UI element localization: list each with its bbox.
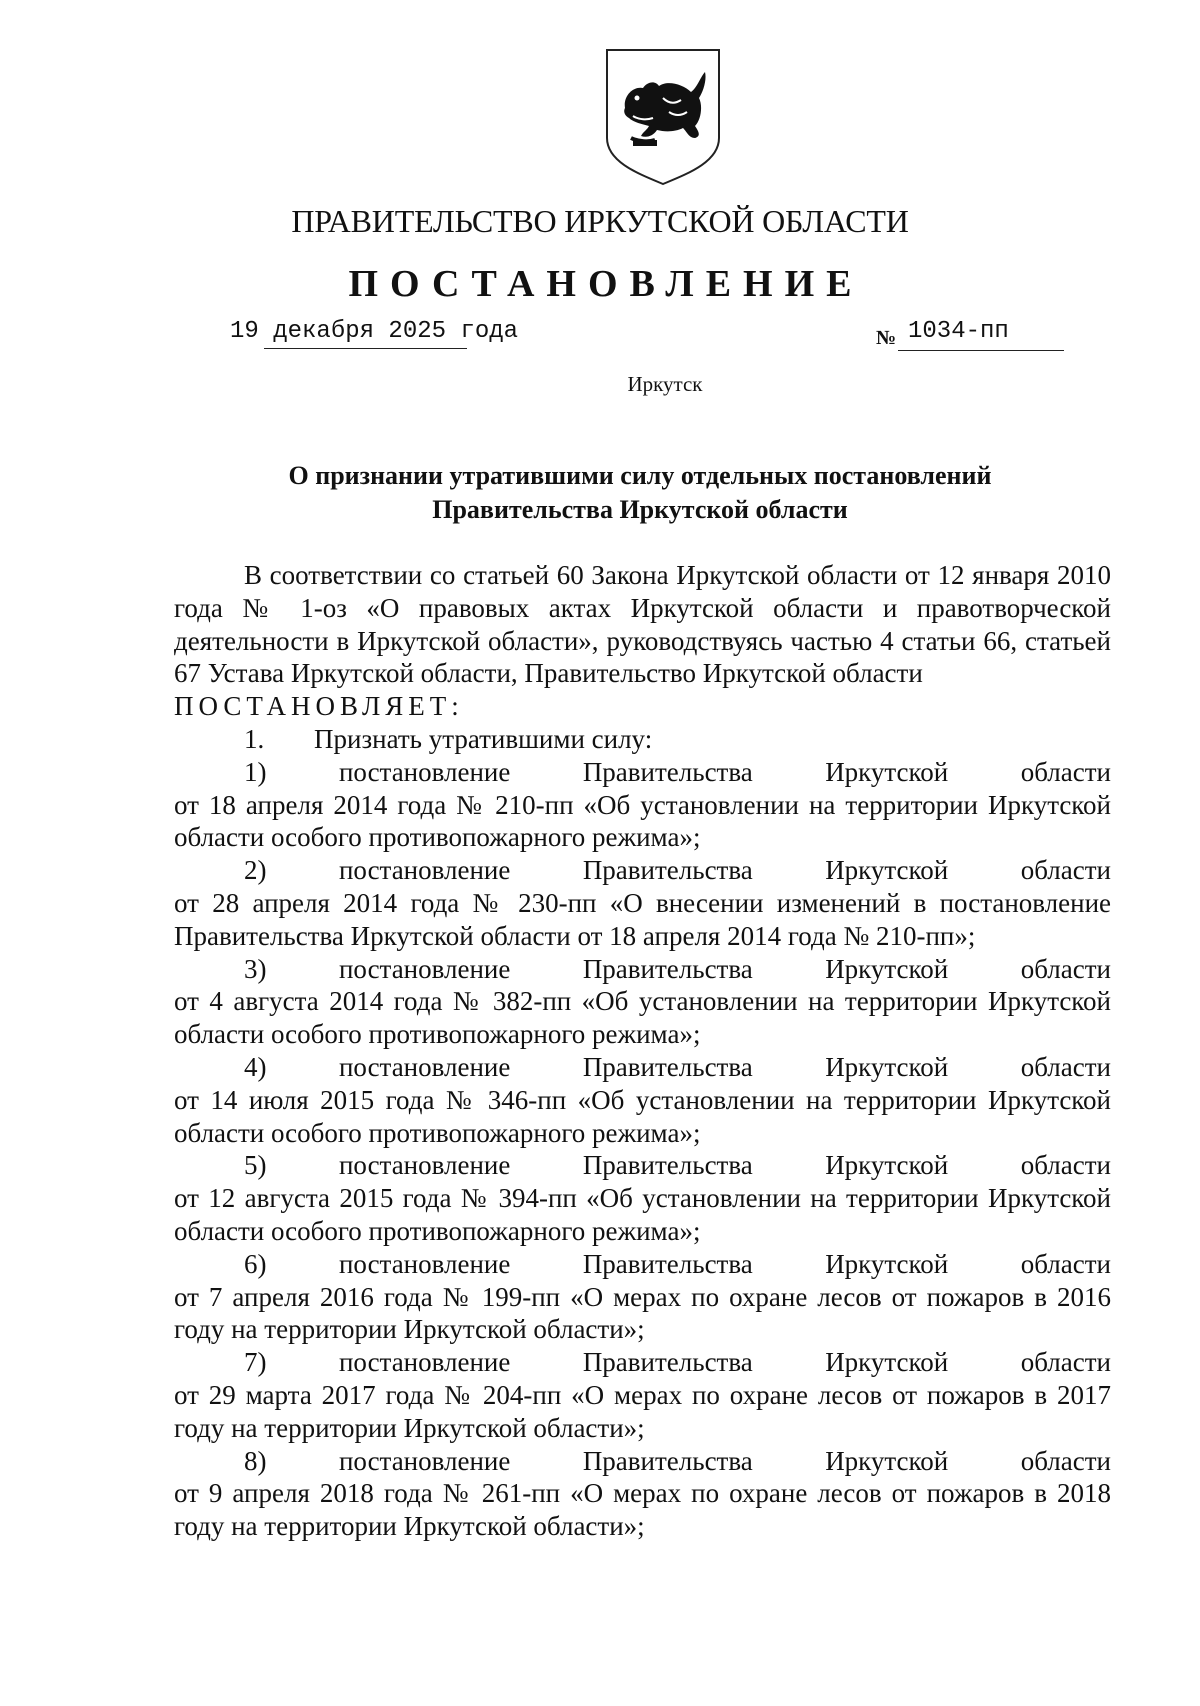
subitem-6	[174, 1248, 1111, 1346]
subitem-number: 6)	[244, 1248, 267, 1279]
subitem-head-word: постановление	[338, 1150, 511, 1181]
subitem-head-word: области	[1020, 1347, 1111, 1378]
document-title	[160, 459, 1120, 527]
subitem-head-word: постановление	[338, 1051, 511, 1082]
preamble-paragraph: В соответствии со статьей 60 Закона Иркутской области от 12 января 2010 года № 1-оз «О правовых актах Иркутской области и правотворческой деятельности в Иркутской области», руководствуясь частью 4 статьи 66, статьей 67 Устава Иркутской области, Правительство Иркутской области	[174, 560, 1111, 689]
subitem-head-word: области	[1020, 1445, 1111, 1476]
resolves-heading: ПОСТАНОВЛЯЕТ:	[174, 691, 464, 722]
subitem-4	[174, 1051, 1111, 1149]
subitem-head-word: Иркутской	[825, 953, 949, 984]
subitem-number: 1)	[244, 756, 267, 787]
subitem-head-word: постановление	[338, 1445, 511, 1476]
subitem-1	[174, 756, 1111, 854]
subitem-head-word: Иркутской	[825, 1150, 949, 1181]
subitem-number: 4)	[244, 1051, 267, 1082]
subitem-head-word: постановление	[338, 953, 511, 984]
item-1-text: Признать утратившими силу:	[314, 723, 653, 754]
document-body	[174, 559, 1111, 1543]
subitem-head-word: Иркутской	[825, 1347, 949, 1378]
document-date: 19 декабря 2025 года	[230, 318, 519, 345]
item-1-number: 1.	[244, 723, 265, 754]
subitem-head	[174, 1346, 1111, 1379]
subitem-head	[174, 854, 1111, 887]
subitem-number: 5)	[244, 1150, 267, 1181]
title-line-2: Правительства Иркутской области	[432, 495, 848, 524]
document-type: ПОСТАНОВЛЕНИЕ	[348, 263, 864, 305]
date-underline	[264, 348, 467, 349]
subitem-head-word: Правительства	[582, 1051, 753, 1082]
document-city: Иркутск	[627, 372, 703, 396]
subitem-head-word: Иркутской	[825, 855, 949, 886]
title-line-1: О признании утратившими силу отдельных постановлений	[288, 461, 992, 490]
subitem-head-word: Правительства	[582, 1248, 753, 1279]
irkutsk-coat-of-arms-icon	[603, 46, 723, 186]
subitem-head-word: постановление	[338, 855, 511, 886]
subitem-head-word: Иркутской	[825, 1445, 949, 1476]
subitem-head	[174, 953, 1111, 986]
subitem-head-word: Правительства	[582, 1445, 753, 1476]
subitem-head-word: Правительства	[582, 953, 753, 984]
subitem-text: от 4 августа 2014 года № 382-пп «Об установлении на территории Иркутской области особого противопожарного режима»;	[174, 986, 1111, 1050]
subitem-5	[174, 1149, 1111, 1247]
subitem-head-word: области	[1020, 1248, 1111, 1279]
subitem-head-word: области	[1020, 756, 1111, 787]
subitem-text: от 28 апреля 2014 года № 230-пп «О внесении изменений в постановление Правительства Иркутской области от 18 апреля 2014 года № 210-пп»;	[174, 887, 1111, 951]
subitem-head	[174, 1149, 1111, 1182]
subitem-head	[174, 1051, 1111, 1084]
subitem-number: 3)	[244, 953, 267, 984]
subitem-head	[174, 1445, 1111, 1478]
item-1	[174, 723, 1111, 756]
subitem-head-word: Правительства	[582, 1347, 753, 1378]
subitem-head-word: постановление	[338, 1347, 511, 1378]
number-underline	[898, 350, 1064, 351]
subitem-number: 2)	[244, 855, 267, 886]
number-sign: №	[876, 327, 897, 349]
subitem-head	[174, 1248, 1111, 1281]
subitem-text: от 7 апреля 2016 года № 199-пп «О мерах по охране лесов от пожаров в 2016 году на территории Иркутской области»;	[174, 1281, 1111, 1345]
subitem-head-word: области	[1020, 855, 1111, 886]
subitem-text: от 18 апреля 2014 года № 210-пп «Об установлении на территории Иркутской области особого противопожарного режима»;	[174, 789, 1111, 853]
subitem-head-word: постановление	[338, 1248, 511, 1279]
subitems-list	[174, 756, 1111, 1543]
subitem-7	[174, 1346, 1111, 1444]
subitem-head-word: области	[1020, 953, 1111, 984]
subitem-text: от 12 августа 2015 года № 394-пп «Об установлении на территории Иркутской области особого противопожарного режима»;	[174, 1183, 1111, 1246]
document-number: 1034-пп	[908, 318, 1009, 345]
subitem-number: 8)	[244, 1445, 267, 1476]
subitem-head-word: Правительства	[582, 855, 753, 886]
subitem-text: от 29 марта 2017 года № 204-пп «О мерах по охране лесов от пожаров в 2017 году на территории Иркутской области»;	[174, 1379, 1111, 1443]
subitem-number: 7)	[244, 1347, 267, 1378]
subitem-text: от 9 апреля 2018 года № 261-пп «О мерах по охране лесов от пожаров в 2018 году на территории Иркутской области»;	[174, 1478, 1111, 1542]
subitem-head	[174, 756, 1111, 789]
subitem-head-word: Иркутской	[825, 756, 949, 787]
subitem-head-word: постановление	[338, 756, 511, 787]
subitem-2	[174, 854, 1111, 952]
subitem-head-word: Иркутской	[825, 1248, 949, 1279]
subitem-3	[174, 953, 1111, 1051]
subitem-head-word: области	[1020, 1150, 1111, 1181]
subitem-head-word: Иркутской	[825, 1051, 949, 1082]
subitem-8	[174, 1445, 1111, 1543]
subitem-text: от 14 июля 2015 года № 346-пп «Об установлении на территории Иркутской области особого противопожарного режима»;	[174, 1084, 1111, 1148]
subitem-head-word: Правительства	[582, 756, 753, 787]
authority-name: ПРАВИТЕЛЬСТВО ИРКУТСКОЙ ОБЛАСТИ	[291, 203, 909, 239]
subitem-head-word: области	[1020, 1051, 1111, 1082]
subitem-head-word: Правительства	[582, 1150, 753, 1181]
